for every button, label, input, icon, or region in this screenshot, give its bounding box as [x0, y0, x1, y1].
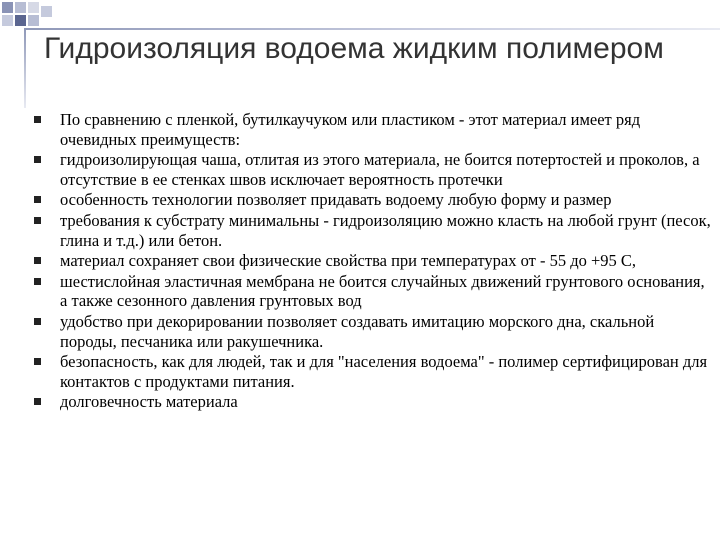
bullet-list [30, 110, 712, 413]
bullet-text: особенность технологии позволяет придавать водоему любую форму и размер [60, 190, 612, 210]
bullet-item [30, 211, 712, 250]
bullet-item [30, 190, 712, 210]
bullet-text: материал сохраняет свои физические свойства при температурах от - 55 до +95 С, [60, 251, 637, 271]
bullet-text: требования к субстрату минимальны - гидроизоляцию можно класть на любой грунт (песок, глина и т.д.) или бетон. [60, 210, 711, 250]
bullet-item [30, 272, 712, 311]
bullet-square-icon [34, 278, 41, 285]
bullet-square-icon [34, 156, 41, 163]
bullet-text: удобство при декорировании позволяет создавать имитацию морского дна, скальной породы, песчаника или ракушечника. [60, 311, 655, 351]
slide-title: Гидроизоляция водоема жидким полимером [44, 32, 664, 65]
title-rule-vertical [24, 28, 26, 108]
decor-square [2, 15, 13, 26]
bullet-square-icon [34, 116, 41, 123]
decor-square [28, 15, 39, 26]
bullet-item [30, 251, 712, 271]
bullet-square-icon [34, 196, 41, 203]
bullet-text: По сравнению с пленкой, бутилкаучуком или пластиком - этот материал имеет ряд очевидных преимуществ: [60, 110, 641, 149]
decor-square [2, 2, 13, 13]
bullet-text: гидроизолирующая чаша, отлитая из этого материала, не боится потертостей и проколов, а отсутствие в ее стенках швов исключает вероятность протечки [60, 150, 700, 189]
bullet-item [30, 352, 712, 391]
bullet-item [30, 312, 712, 351]
decor-square [15, 2, 26, 13]
bullet-text: долговечность материала [60, 392, 238, 412]
bullet-square-icon [34, 398, 41, 405]
decor-square [28, 2, 39, 13]
bullet-item [30, 392, 712, 412]
bullet-square-icon [34, 358, 41, 365]
bullet-text: шестислойная эластичная мембрана не боится случайных движений грунтового основания, а также сезонного давления грунтовых вод [60, 271, 705, 311]
decor-square [41, 6, 52, 17]
bullet-square-icon [34, 257, 41, 264]
decor-square [15, 15, 26, 26]
bullet-item [30, 110, 712, 149]
bullet-square-icon [34, 318, 41, 325]
bullet-text: безопасность, как для людей, так и для "населения водоема" - полимер сертифицирован для контактов с продуктами питания. [60, 352, 708, 391]
bullet-square-icon [34, 217, 41, 224]
bullet-item [30, 150, 712, 189]
